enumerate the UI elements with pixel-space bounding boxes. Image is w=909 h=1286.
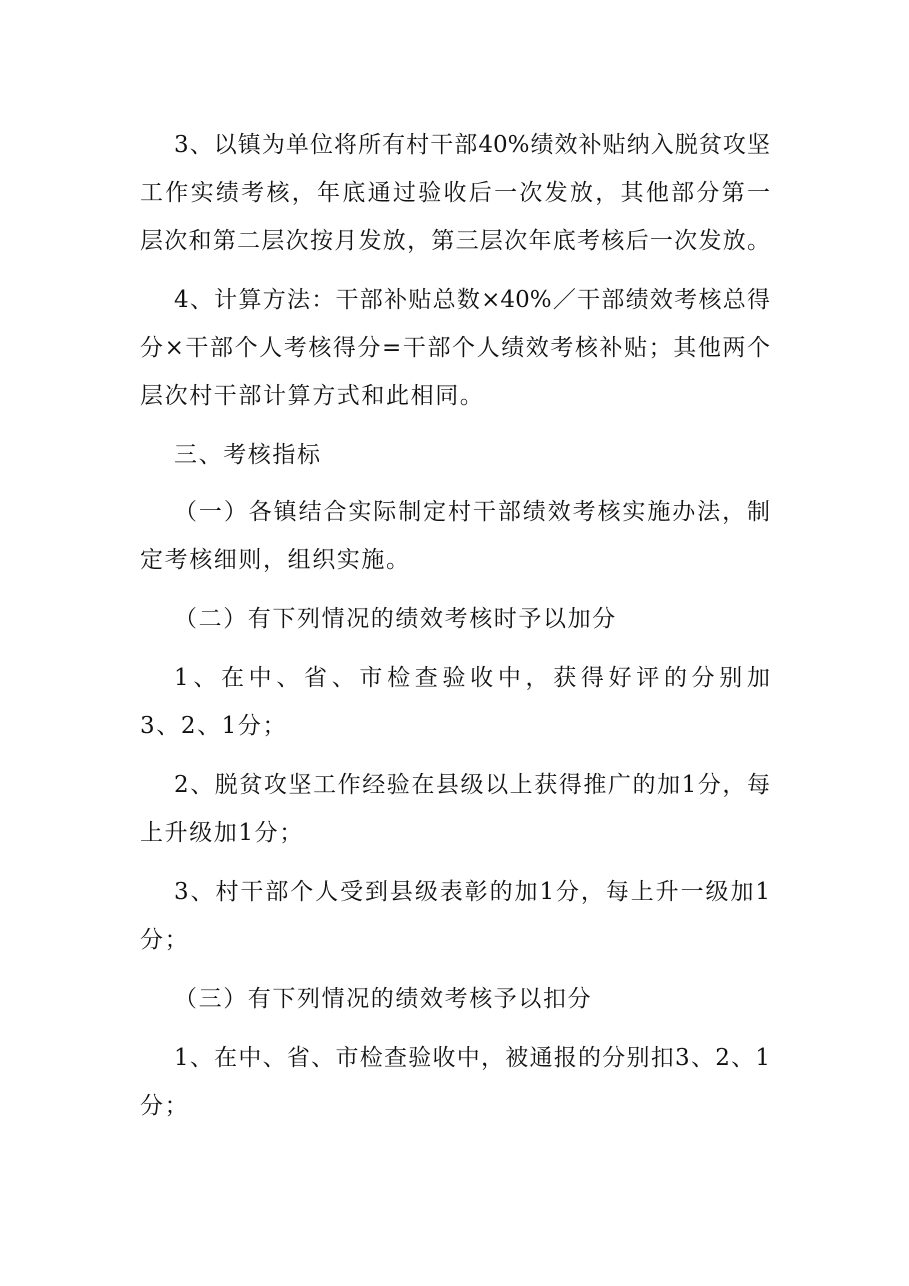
deduct-1-line-2: 分； bbox=[140, 1093, 190, 1119]
para-4-line-1: 4、计算方法：干部补贴总数×40%／干部绩效考核总得 bbox=[174, 287, 770, 313]
bonus-2-line-1: 2、脱贫攻坚工作经验在县级以上获得推广的加1分，每 bbox=[174, 772, 770, 798]
deduct-1-line-1: 1、在中、省、市检查验收中，被通报的分别扣3、2、1 bbox=[174, 1045, 770, 1071]
para-3-line-3: 层次和第二层次按月发放，第三层次年底考核后一次发放。 bbox=[140, 228, 770, 254]
para-3-line-1: 3、以镇为单位将所有村干部40%绩效补贴纳入脱贫攻坚 bbox=[174, 132, 770, 158]
bonus-3-line-1: 3、村干部个人受到县级表彰的加1分，每上升一级加1 bbox=[174, 879, 770, 905]
bonus-1-line-1: 1、在中、省、市检查验收中，获得好评的分别加 bbox=[174, 665, 770, 691]
para-4-line-2: 分×干部个人考核得分=干部个人绩效考核补贴；其他两个 bbox=[140, 335, 770, 361]
para-4-line-3: 层次村干部计算方式和此相同。 bbox=[140, 383, 485, 409]
bonus-3-line-2: 分； bbox=[140, 927, 190, 953]
item-1-line-1: （一）各镇结合实际制定村干部绩效考核实施办法，制 bbox=[174, 499, 770, 525]
item-3-heading: （三）有下列情况的绩效考核予以扣分 bbox=[174, 986, 593, 1012]
bonus-1-line-2: 3、2、1分； bbox=[140, 713, 288, 739]
bonus-2-line-2: 上升级加1分； bbox=[140, 820, 304, 846]
section-heading-3: 三、考核指标 bbox=[174, 442, 322, 468]
item-2-heading: （二）有下列情况的绩效考核时予以加分 bbox=[174, 606, 617, 632]
item-1-line-2: 定考核细则，组织实施。 bbox=[140, 547, 411, 573]
para-3-line-2: 工作实绩考核，年底通过验收后一次发放，其他部分第一 bbox=[140, 180, 770, 206]
